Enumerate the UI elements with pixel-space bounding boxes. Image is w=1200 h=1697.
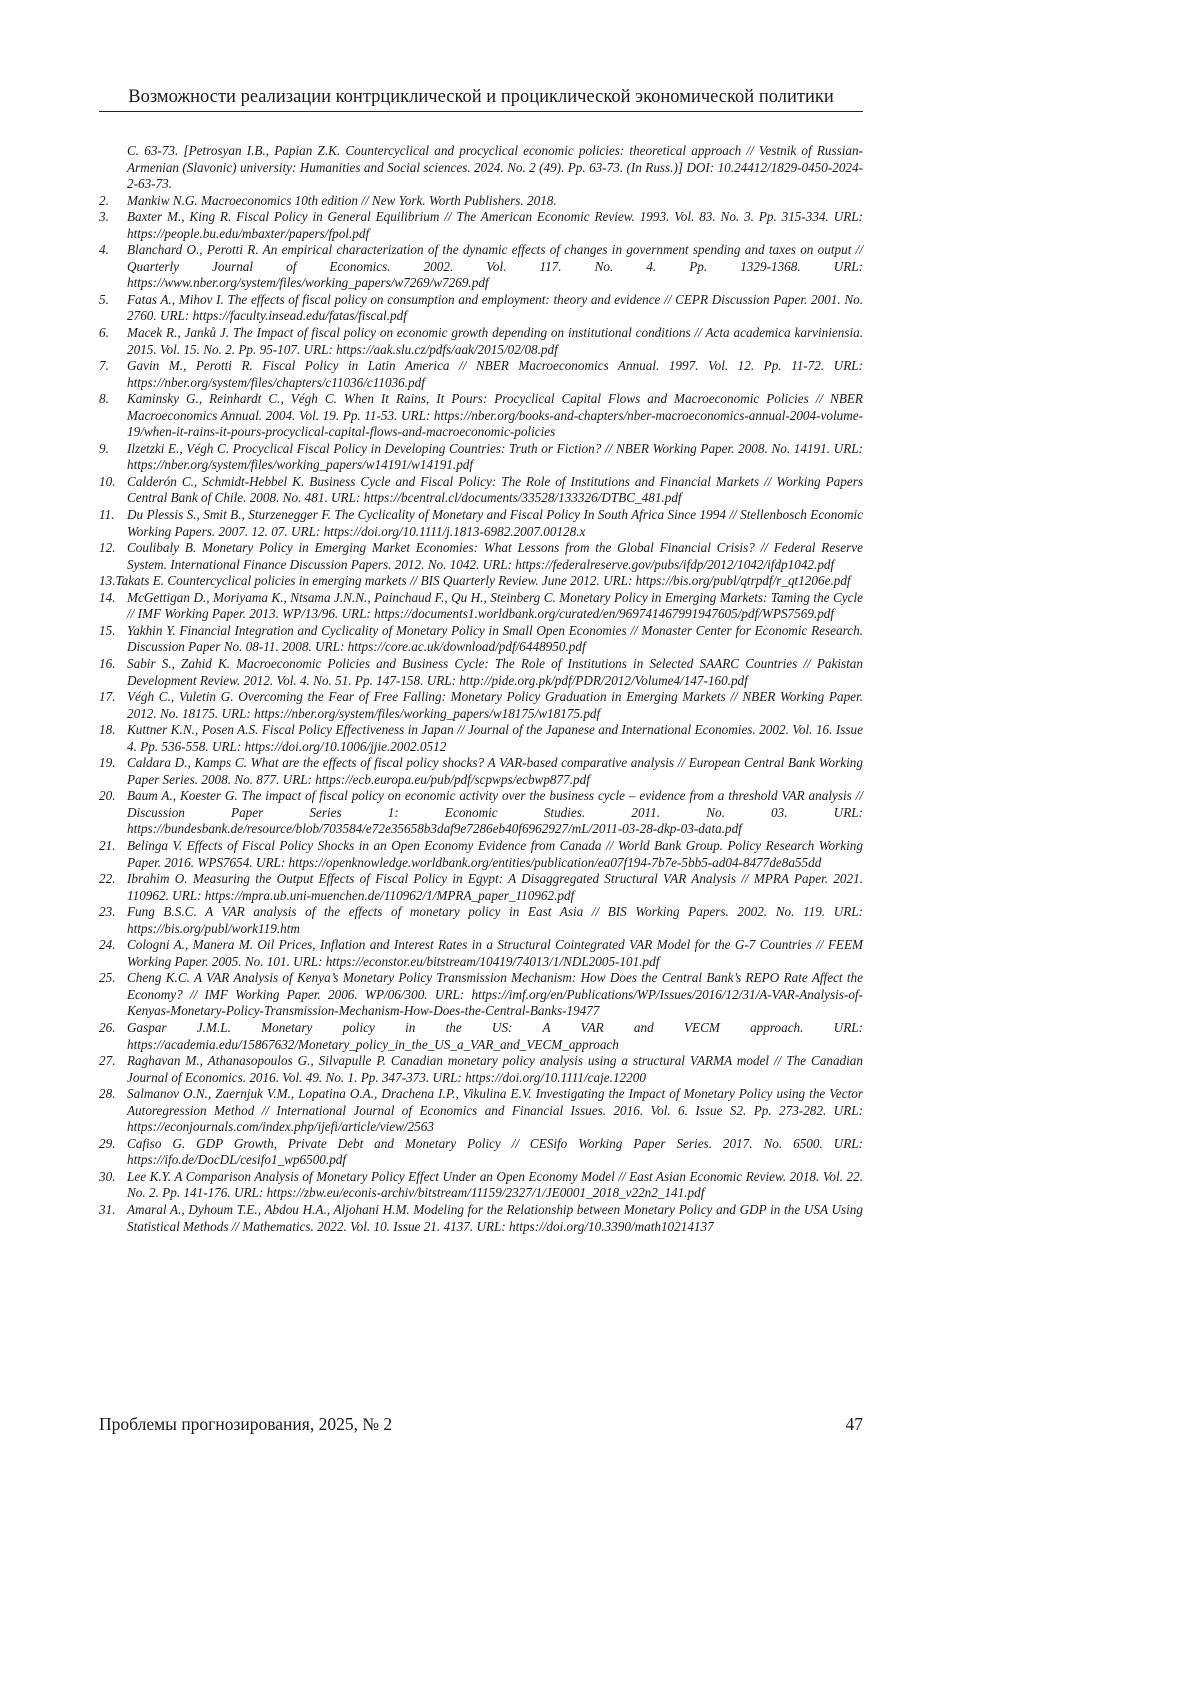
reference-item [99,788,863,838]
reference-text: Gavin M., Perotti R. Fiscal Policy in Latin America // NBER Macroeconomics Annual. 1997. Vol. 12. Pp. 11-72. URL: https://nber.org/system/files/chapters/c11036/c11036.pdf [127,358,863,390]
reference-item [99,689,863,722]
reference-text: McGettigan D., Moriyama K., Ntsama J.N.N., Painchaud F., Qu H., Steinberg C. Monetary Policy in Emerging Markets: Taming the Cycle // IMF Working Paper. 2013. WP/13/96. URL: https://documents1.worldbank.org/curated/en/969741467991947605/pdf/WPS7569.pdf [127,589,863,622]
reference-text: Amaral A., Dyhoum T.E., Abdou H.A., Aljohani H.M. Modeling for the Relationship between Monetary Policy and GDP in the USA Using Statistical Methods // Mathematics. 2022. Vol. 10. Issue 21. 4137. URL: https://doi.org/10.3390/math10214137 [127,1202,863,1234]
reference-number: 25. [99,970,116,986]
reference-item [99,937,863,970]
reference-item [99,441,863,474]
reference-item [99,1136,863,1169]
reference-item [99,358,863,391]
reference-item [99,1202,863,1235]
reference-item [99,755,863,788]
reference-text: Baxter M., King R. Fiscal Policy in General Equilibrium // The American Economic Review. 1993. Vol. 83. No. 3. Pp. 315-334. URL: https://people.bu.edu/mbaxter/papers/fpol.pdf [127,209,863,241]
reference-number: 14. [99,589,116,605]
reference-text: Baum A., Koester G. The impact of fiscal policy on economic activity over the business cycle – evidence from a threshold VAR analysis // Discussion Paper Series 1: Economic Studies. 2011. No. 03. URL: https://bundesbank.de/resource/blob/703584/e72e35658b3daf9e7286eb40f6962927/mL/2011-03-28-dkp-03-data.pdf [127,788,863,837]
reference-text: Ibrahim O. Measuring the Output Effects of Fiscal Policy in Egypt: A Disaggregated Structural VAR Analysis // MPRA Paper. 2021. 110962. URL: https://mpra.ub.uni-muenchen.de/110962/1/MPRA_paper_110962.pdf [127,871,863,903]
reference-text: Fatas A., Mihov I. The effects of fiscal policy on consumption and employment: theory and evidence // CEPR Discussion Paper. 2001. No. 2760. URL: https://faculty.insead.edu/fatas/fiscal.pdf [127,291,863,324]
reference-number: 31. [99,1202,116,1217]
reference-text: Cologni A., Manera M. Oil Prices, Inflation and Interest Rates in a Structural Cointegrated VAR Model for the G-7 Countries // FEEM Working Paper. 2005. No. 101. URL: https://econstor.eu/bitstream/10419/74013/1/NDL2005-101.pdf [127,937,863,969]
reference-text: C. 63-73. [Petrosyan I.B., Papian Z.K. Countercyclical and procyclical economic policies: theoretical approach // Vestnik of Russian-Armenian (Slavonic) university: Humanities and Social sciences. 2024. No. 2 (49). Pp. 63-73. (In Russ.)] DOI: 10.24412/1829-0450-2024-2-63-73. [127,143,863,192]
reference-text: Raghavan M., Athanasopoulos G., Silvapulle P. Canadian monetary policy analysis using a structural VARMA model // The Canadian Journal of Economics. 2016. Vol. 49. No. 1. Pp. 347-373. URL: https://doi.org/10.1111/caje.12200 [127,1053,863,1085]
reference-number: 22. [99,871,116,887]
reference-number: 9. [99,440,109,456]
reference-text: Cafiso G. GDP Growth, Private Debt and Monetary Policy // CESifo Working Paper Series. 2017. No. 6500. URL: https://ifo.de/DocDL/cesifo1_wp6500.pdf [127,1135,863,1168]
reference-number: 7. [99,358,109,374]
reference-number: 23. [99,904,116,920]
reference-item [99,193,863,210]
reference-number: 27. [99,1053,116,1069]
reference-item [99,970,863,1020]
running-header: Возможности реализации контрциклической и проциклической экономической политики [99,86,863,112]
reference-text: Kuttner K.N., Posen A.S. Fiscal Policy Effectiveness in Japan // Journal of the Japanese and International Economies. 2002. Vol. 16. Issue 4. Pp. 536-558. URL: https://doi.org/10.1006/jjie.2002.0512 [127,722,863,754]
reference-text: Du Plessis S., Smit B., Sturzenegger F. The Cyclicality of Monetary and Fiscal Policy In South Africa Since 1994 // Stellenbosch Economic Working Papers. 2007. 12. 07. URL: https://doi.org/10.1111/j.1813-6982.2007.00128.x [127,507,863,539]
reference-text: Sabir S., Zahid K. Macroeconomic Policies and Business Cycle: The Role of Institutions in Selected SAARC Countries // Pakistan Development Review. 2012. Vol. 4. No. 51. Pp. 147-158. URL: http://pide.org.pk/pdf/PDR/2012/Volume4/147-160.pdf [127,655,863,688]
reference-text: Cheng K.C. A VAR Analysis of Kenya’s Monetary Policy Transmission Mechanism: How Does the Central Bank’s REPO Rate Affect the Economy? // IMF Working Paper. 2006. WP/06/300. URL: https://imf.org/en/Publications/WP/Issues/2016/12/31/A-VAR-Analysis-of-Kenyas-Monetary-Policy-Transmission-Mechanism-How-Does-the-Central-Banks-19477 [127,970,863,1019]
reference-item [99,209,863,242]
reference-text: Belinga V. Effects of Fiscal Policy Shocks in an Open Economy Evidence from Canada // World Bank Group. Policy Research Working Paper. 2016. WPS7654. URL: https://openknowledge.worldbank.org/entities/publication/ea07f194-7b7e-5bb5-ad04-8477de8a55dd [127,837,863,870]
reference-item [99,1053,863,1086]
reference-number: 24. [99,937,116,953]
reference-text: Salmanov O.N., Zaernjuk V.M., Lopatina O.A., Drachena I.P., Vikulina E.V. Investigating the Impact of Monetary Policy using the Vector Autoregression Method // International Journal of Economics and Financial Issues. 2016. Vol. 6. Issue S2. Pp. 273-282. URL: https://econjournals.com/index.php/ijefi/article/view/2563 [127,1086,863,1135]
reference-text: Blanchard O., Perotti R. An empirical characterization of the dynamic effects of changes in government spending and taxes on output // Quarterly Journal of Economics. 2002. Vol. 117. No. 4. Pp. 1329-1368. URL: https://www.nber.org/system/files/working_papers/w7269/w7269.pdf [127,242,863,291]
reference-item [99,143,863,193]
reference-item [99,623,863,656]
reference-text: Lee K.Y. A Comparison Analysis of Monetary Policy Effect Under an Open Economy Model // East Asian Economic Review. 2018. Vol. 22. No. 2. Pp. 141-176. URL: https://zbw.eu/econis-archiv/bitstream/11159/2327/1/JE0001_2018_v22n2_141.pdf [127,1168,863,1201]
reference-item [99,722,863,755]
reference-item [99,904,863,937]
reference-number: 30. [99,1168,116,1184]
reference-number: 8. [99,391,109,407]
reference-item [99,871,863,904]
reference-number: 6. [99,325,109,341]
reference-item [99,1169,863,1202]
reference-item [99,292,863,325]
reference-text: Macek R., Janků J. The Impact of fiscal policy on economic growth depending on institutional conditions // Acta academica karviniensia. 2015. Vol. 15. No. 2. Pp. 95-107. URL: https://aak.slu.cz/pdfs/aak/2015/02/08.pdf [127,325,863,357]
reference-number: 12. [99,540,116,556]
footer-journal: Проблемы прогнозирования, 2025, № 2 [99,1414,393,1434]
reference-text: Caldara D., Kamps C. What are the effects of fiscal policy shocks? A VAR-based comparative analysis // European Central Bank Working Paper Series. 2008. No. 877. URL: https://ecb.europa.eu/pub/pdf/scpwps/ecbwp877.pdf [127,755,863,787]
reference-number: 16. [99,655,116,671]
reference-number [99,143,127,193]
reference-number: 20. [99,788,116,804]
reference-item [99,540,863,573]
reference-text: Fung B.S.C. A VAR analysis of the effects of monetary policy in East Asia // BIS Working Papers. 2002. No. 119. URL: https://bis.org/publ/work119.htm [127,904,863,936]
reference-item [99,507,863,540]
reference-item [99,1086,863,1136]
reference-text: 13.Takats E. Countercyclical policies in emerging markets // BIS Quarterly Review. June 2012. URL: https://bis.org/publ/qtrpdf/r_qt1206e.pdf [99,573,851,589]
page-number: 47 [845,1414,863,1434]
reference-item [99,573,863,590]
reference-number: 4. [99,242,109,258]
reference-item [99,838,863,871]
reference-number: 17. [99,689,116,705]
reference-number: 26. [99,1019,116,1035]
reference-number: 29. [99,1135,116,1151]
reference-item [99,590,863,623]
reference-item [99,474,863,507]
reference-text: Yakhin Y. Financial Integration and Cyclicality of Monetary Policy in Small Open Economies // Monaster Center for Economic Research. Discussion Paper No. 08-11. 2008. URL: https://core.ac.uk/download/pdf/6448950.pdf [127,622,863,655]
reference-number: 15. [99,622,116,638]
reference-text: Calderón C., Schmidt-Hebbel K. Business Cycle and Fiscal Policy: The Role of Institutions and Financial Markets // Working Papers Central Bank of Chile. 2008. No. 481. URL: https://bcentral.cl/documents/33528/133326/DTBC_481.pdf [127,473,863,506]
reference-number: 3. [99,209,109,225]
reference-number: 18. [99,722,116,738]
reference-number: 2. [99,192,109,208]
references-list [99,143,863,1235]
reference-item [99,1020,863,1053]
reference-number: 5. [99,291,109,307]
reference-text: Mankiw N.G. Macroeconomics 10th edition // New York. Worth Publishers. 2018. [127,192,557,208]
reference-text: Gaspar J.M.L. Monetary policy in the US: A VAR and VECM approach. URL: https://academia.edu/15867632/Monetary_policy_in_the_US_a_VAR_and_VECM_approach [127,1019,863,1052]
reference-item [99,656,863,689]
reference-number: 11. [99,507,115,523]
reference-text: Coulibaly B. Monetary Policy in Emerging Market Economies: What Lessons from the Global Financial Crisis? // Federal Reserve System. International Finance Discussion Papers. 2012. No. 1042. URL: https://federalreserve.gov/pubs/ifdp/2012/1042/ifdp1042.pdf [127,540,863,572]
reference-item [99,325,863,358]
reference-number: 19. [99,755,116,771]
reference-number: 28. [99,1086,116,1102]
reference-number: 10. [99,473,116,489]
reference-text: Végh C., Vuletin G. Overcoming the Fear of Free Falling: Monetary Policy Graduation in Emerging Markets // NBER Working Paper. 2012. No. 18175. URL: https://nber.org/system/files/working_papers/w18175/w18175.pdf [127,689,863,721]
reference-item [99,242,863,292]
reference-number: 21. [99,837,116,853]
reference-text: Ilzetzki E., Végh C. Procyclical Fiscal Policy in Developing Countries: Truth or Fiction? // NBER Working Paper. 2008. No. 14191. URL: https://nber.org/system/files/working_papers/w14191/w14191.pdf [127,440,863,473]
reference-item [99,391,863,441]
reference-text: Kaminsky G., Reinhardt C., Végh C. When It Rains, It Pours: Procyclical Capital Flows and Macroeconomic Policies // NBER Macroeconomics Annual. 2004. Vol. 19. Pp. 11-53. URL: https://nber.org/books-and-chapters/nber-macroeconomics-annual-2004-volume-19/when-it-rains-it-pours-procyclical-capital-flows-and-macroeconomic-policies [127,391,863,440]
